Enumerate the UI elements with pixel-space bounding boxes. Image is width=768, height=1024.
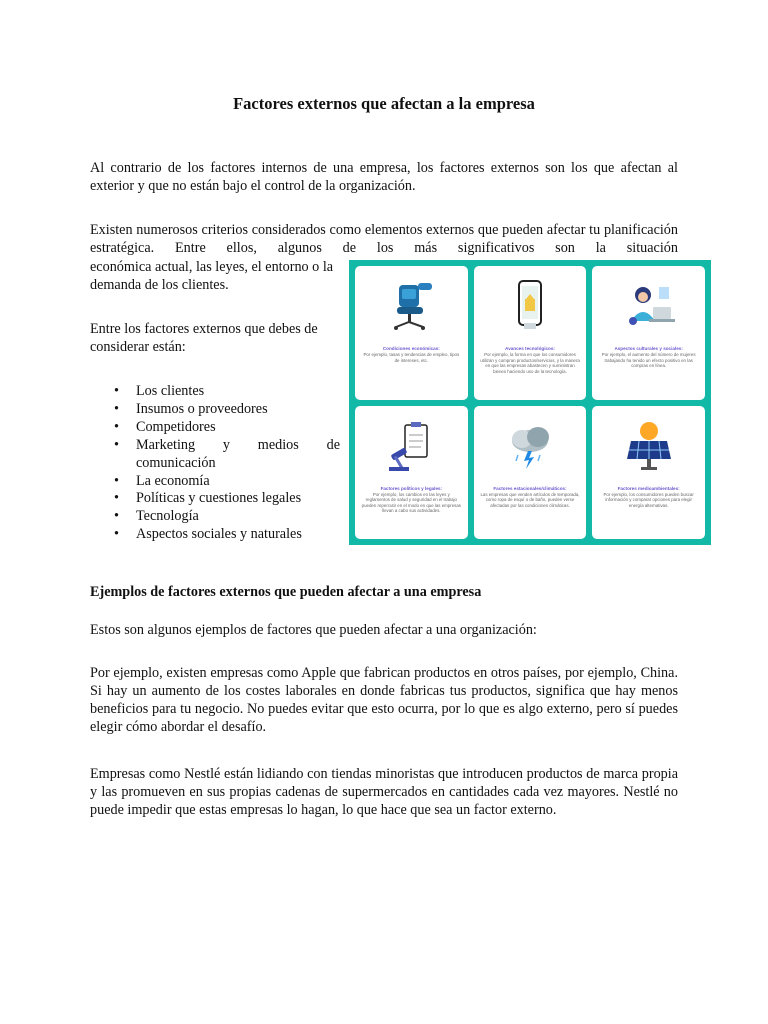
- card-technology: [474, 266, 587, 400]
- list-item: • La economía: [90, 473, 340, 491]
- office-chair-icon: [376, 272, 446, 342]
- card-description: Por ejemplo, la forma en que los consumidores utilizan y compran productos/servicios, y la manera en que las empresas abastecen y suministran bienes haciendo uso de la tecnología.: [480, 352, 580, 374]
- list-item: • Competidores: [90, 419, 340, 437]
- card-description: Por ejemplo, el aumento del número de mujeres trabajando ha tenido un efecto positivo en las compras en línea.: [601, 352, 696, 369]
- section-heading: Ejemplos de factores externos que pueden afectar a una empresa: [90, 584, 482, 600]
- paragraph-list-intro: Entre los factores externos que debes de considerar están:: [90, 321, 318, 355]
- card-economic: [355, 266, 468, 400]
- person-laptop-icon: [614, 272, 684, 342]
- card-title: Aspectos culturales y sociales:: [614, 346, 683, 351]
- storm-cloud-icon: [495, 412, 565, 482]
- card-title: Avances tecnológicos:: [505, 346, 555, 351]
- smartphone-shopping-icon: [495, 272, 565, 342]
- list-item: • Aspectos sociales y naturales: [90, 526, 340, 544]
- list-item: • Los clientes: [90, 383, 340, 401]
- solar-panel-icon: [614, 412, 684, 482]
- paragraph-apple-example: Por ejemplo, existen empresas como Apple que fabrican productos en otros países, por ejemplo, China. Si hay un aumento de los costes laborales en donde fabricas tus productos, significa que hay menos beneficios para tu negocio. No puedes evitar que esto ocurra, por lo que es algo externo, pero sí puedes elegir cómo abordar el desafío.: [90, 665, 678, 735]
- card-description: Por ejemplo, los cambios en las leyes y reglamentos de salud y seguridad en el trabajo pueden repercutir en el modo en que las empresas llevan a cabo sus actividades.: [361, 491, 461, 514]
- external-factors-infographic: [349, 260, 711, 545]
- card-cultural: [592, 266, 705, 400]
- paragraph-nestle-example: Empresas como Nestlé están lidiando con tiendas minoristas que introducen productos de marca propia y las promueven en sus propias cadenas de supermercados en cantidades cada vez mayores. Nestlé no puede impedir que estas empresas lo hagan, lo que hace que sea un factor externo.: [90, 766, 678, 818]
- list-item: • Políticas y cuestiones legales: [90, 490, 340, 508]
- card-environmental: [592, 406, 705, 540]
- paragraph-intro: Al contrario de los factores internos de una empresa, los factores externos son los que afectan al exterior y que no están bajo el control de la organización.: [90, 160, 678, 194]
- card-description: Las empresas que venden artículos de temporada, como ropa de esquí o de baño, pueden verse afectadas por las condiciones climáticas.: [480, 491, 580, 508]
- paragraph-criteria: Existen numerosos criterios considerados como elementos externos que pueden afectar tu planificación estratégica. Entre ellos, algunos de los más significativos son la situación: [90, 222, 678, 256]
- list-item: • Insumos o proveedores: [90, 401, 340, 419]
- paragraph-criteria-continued: económica actual, las leyes, el entorno o la demanda de los clientes.: [90, 259, 334, 293]
- card-title: Factores estacionales/climáticos:: [493, 485, 567, 491]
- card-title: Factores medioambientales:: [617, 485, 680, 491]
- document-title: Factores externos que afectan a la empresa: [233, 94, 535, 113]
- card-description: Por ejemplo, tasas y tendencias de empleo, tipos de intereses, etc.: [363, 352, 460, 363]
- card-political: [355, 406, 468, 540]
- list-item: • Marketing y medios de comunicación: [90, 437, 340, 473]
- gavel-clipboard-icon: [376, 412, 446, 482]
- paragraph-examples-intro: Estos son algunos ejemplos de factores que pueden afectar a una organización:: [90, 622, 537, 638]
- card-seasonal: [474, 406, 587, 540]
- card-description: Por ejemplo, los consumidores pueden buscar información y comparar opciones para elegir energía alternativas.: [603, 491, 694, 508]
- external-factors-list: [90, 383, 340, 544]
- card-title: Factores políticos y legales:: [380, 485, 443, 491]
- list-item: • Tecnología: [90, 508, 340, 526]
- card-title: Condiciones económicas:: [382, 346, 440, 351]
